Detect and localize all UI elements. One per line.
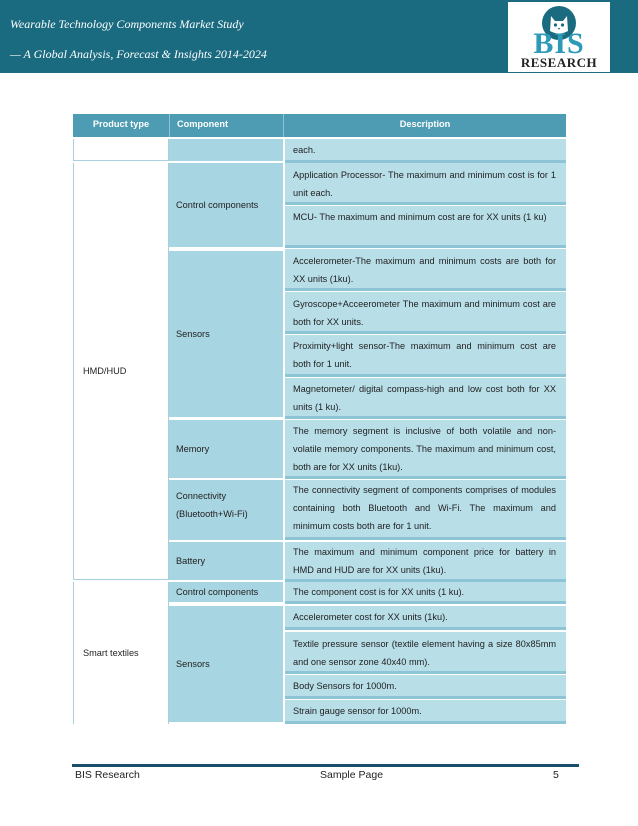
connectivity-label-line2: (Bluetooth+Wi-Fi) — [176, 509, 248, 519]
component-hmd-battery — [169, 542, 283, 580]
header-product-type: Product type — [73, 114, 169, 137]
desc-textiles-sensor-3 — [285, 675, 566, 699]
desc-text: Gyroscope+Acceerometer The maximum and minimum cost are both for XX units. — [293, 299, 556, 327]
desc-text: Magnetometer/ digital compass-high and low cost both for XX units (1 ku). — [293, 384, 556, 412]
desc-text: Textile pressure sensor (textile element having a size 80x85mm and one sensor zone 40x40 mm). — [293, 639, 556, 667]
row-divider — [285, 288, 566, 291]
cont-description-cell — [285, 139, 566, 163]
component-hmd-memory-label: Memory — [176, 444, 210, 454]
row-divider — [285, 601, 566, 604]
desc-hmd-battery — [285, 542, 566, 582]
desc-hmd-control-2 — [285, 206, 566, 248]
bis-research-logo — [508, 2, 610, 72]
desc-text: Application Processor- The maximum and minimum cost is for 1 unit each. — [293, 170, 556, 198]
cont-product-cell — [73, 139, 169, 161]
component-textiles-control-label: Control components — [176, 587, 259, 597]
component-hmd-sensors — [169, 249, 283, 417]
footer-page-number: 5 — [553, 769, 559, 781]
header-banner — [0, 0, 638, 73]
component-hmd-control-label: Control components — [176, 200, 259, 210]
desc-hmd-sensor-2 — [285, 292, 566, 334]
footer-sample-page: Sample Page — [320, 769, 384, 781]
product-smart-textiles — [73, 582, 169, 724]
row-divider — [285, 374, 566, 377]
row-divider — [285, 627, 566, 630]
row-divider — [285, 331, 566, 334]
desc-text: The connectivity segment of components comprises of modules containing both Bluetooth and Wi-Fi. The maximum and minimum costs both are for 1 unit. — [293, 485, 556, 531]
header-description: Description — [283, 114, 566, 137]
cont-description: each. — [293, 145, 316, 155]
desc-hmd-sensor-3 — [285, 335, 566, 377]
desc-text: MCU- The maximum and minimum cost are for XX units (1 ku) — [293, 212, 547, 222]
desc-text: Accelerometer-The maximum and minimum costs are both for XX units (1ku). — [293, 256, 556, 284]
component-hmd-battery-label: Battery — [176, 556, 206, 566]
row-divider — [285, 245, 566, 248]
component-textiles-sensors — [169, 606, 283, 722]
desc-text: The memory segment is inclusive of both volatile and non-volatile memory components. The maximum and minimum cost, both are for XX units (1ku). — [293, 426, 556, 472]
row-divider — [285, 671, 566, 674]
desc-textiles-sensor-1 — [285, 606, 566, 630]
component-hmd-control — [169, 163, 283, 247]
components-table — [73, 114, 566, 724]
component-hmd-memory — [169, 420, 283, 478]
desc-textiles-sensor-2 — [285, 632, 566, 674]
component-hmd-connectivity — [169, 480, 283, 540]
desc-hmd-memory — [285, 420, 566, 479]
footer-rule — [72, 764, 579, 767]
desc-textiles-sensor-4 — [285, 700, 566, 724]
component-textiles-control — [169, 582, 283, 604]
row-divider — [285, 537, 566, 540]
desc-hmd-control-1 — [285, 163, 566, 205]
row-divider — [285, 696, 566, 699]
logo-bis: BIS — [533, 27, 585, 60]
report-title: Wearable Technology Components Market Study — [10, 17, 244, 31]
footer-company: BIS Research — [75, 769, 140, 781]
product-hmd-hud — [73, 163, 169, 580]
row-divider — [285, 202, 566, 205]
row-divider — [285, 416, 566, 419]
desc-text: Body Sensors for 1000m. — [293, 681, 397, 691]
desc-text: The component cost is for XX units (1 ku). — [293, 587, 465, 597]
header-component: Component — [169, 114, 283, 137]
cont-component-cell — [169, 139, 283, 161]
desc-textiles-control — [285, 582, 566, 604]
connectivity-label-line1: Connectivity — [176, 491, 227, 501]
product-hmd-hud-label: HMD/HUD — [83, 366, 127, 376]
desc-hmd-sensor-1 — [285, 249, 566, 291]
row-divider — [285, 476, 566, 479]
desc-text: The maximum and minimum component price for battery in HMD and HUD are for XX units (1ku). — [293, 547, 556, 575]
desc-hmd-connectivity — [285, 480, 566, 540]
report-subtitle: — A Global Analysis, Forecast & Insights 2014-2024 — [10, 47, 267, 61]
desc-hmd-sensor-4 — [285, 378, 566, 419]
product-smart-textiles-label: Smart textiles — [83, 648, 139, 658]
desc-text: Accelerometer cost for XX units (1ku). — [293, 612, 448, 622]
desc-text: Proximity+light sensor-The maximum and minimum cost are both for 1 unit. — [293, 341, 556, 369]
desc-text: Strain gauge sensor for 1000m. — [293, 706, 422, 716]
logo-research: RESEARCH — [520, 55, 598, 70]
row-divider — [285, 721, 566, 724]
component-hmd-sensors-label: Sensors — [176, 329, 210, 339]
component-textiles-sensors-label: Sensors — [176, 659, 210, 669]
